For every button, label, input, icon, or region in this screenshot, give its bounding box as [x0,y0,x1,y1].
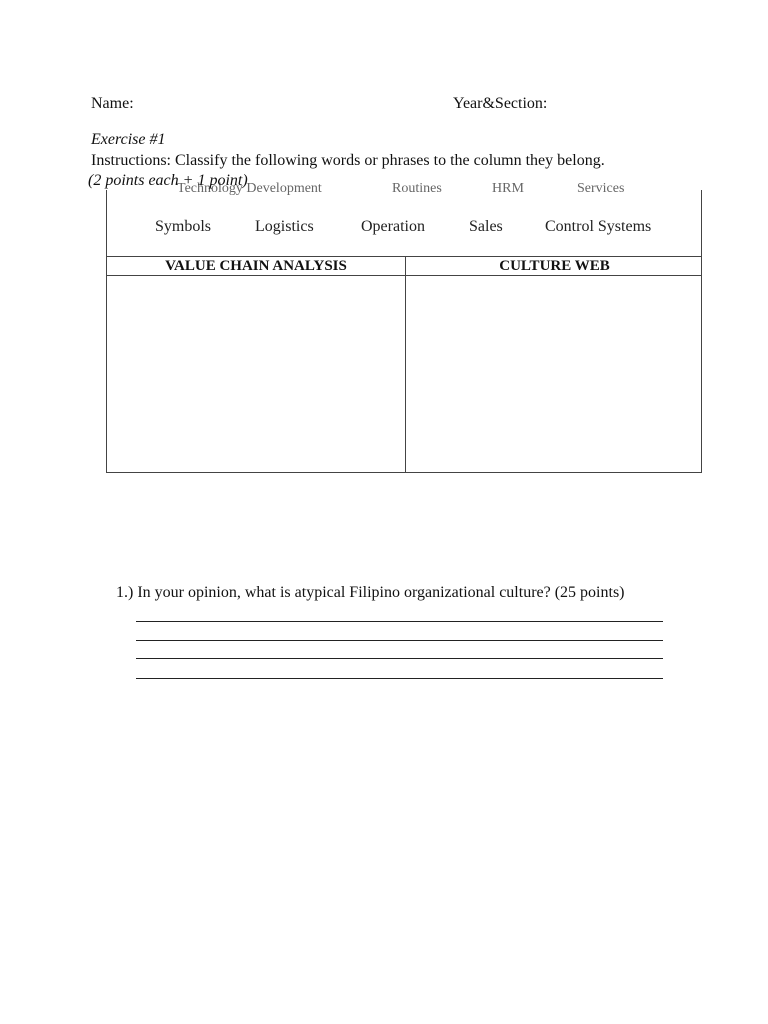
question-text: 1.) In your opinion, what is atypical Filipino organizational culture? (25 points) [116,584,625,601]
word-bank-item: Symbols [155,218,212,235]
column-header-culture-web: CULTURE WEB [405,257,703,275]
word-bank-item: Routines [392,181,442,196]
column-header-value-chain: VALUE CHAIN ANALYSIS [165,258,347,274]
word-bank-item: HRM [492,181,524,196]
word-bank-item: Logistics [255,218,314,235]
word-bank-item: Technology Development [177,181,322,196]
word-bank-item: Services [577,181,625,196]
word-bank-item: Operation [361,218,425,235]
word-bank-item: Control Systems [545,218,652,235]
answer-line[interactable] [136,678,663,679]
exercise-title: Exercise #1 [91,131,166,148]
year-section-label: Year&Section: [453,95,548,112]
word-bank-item: Sales [469,218,503,235]
answer-line[interactable] [136,658,663,659]
instructions-text: Instructions: Classify the following words or phrases to the column they belong. [91,152,605,169]
culture-web-answer-cell[interactable] [405,276,701,472]
name-label: Name: [91,95,134,112]
answer-line[interactable] [136,621,663,622]
value-chain-answer-cell[interactable] [107,276,405,472]
answer-line[interactable] [136,640,663,641]
classification-exercise-box [106,181,702,473]
points-note: (2 points each + 1 point) [88,172,248,189]
word-bank-row [107,218,701,238]
table-header [107,256,701,276]
